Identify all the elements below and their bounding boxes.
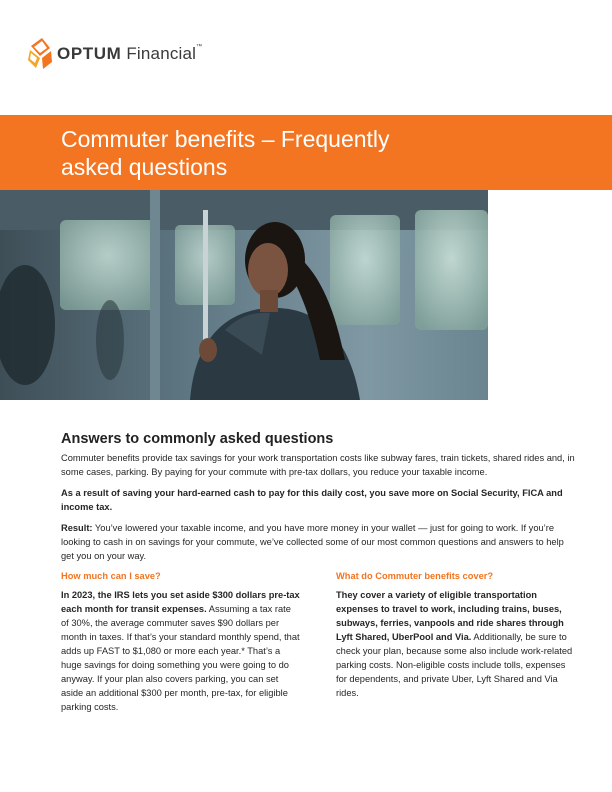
page-title-line1: Commuter benefits – Frequently [61,126,390,152]
logo-product: Financial [126,44,197,63]
faq-heading-savings: How much can I save? [61,571,161,581]
result-label: Result: [61,523,93,533]
intro-paragraph: Commuter benefits provide tax savings for your work transportation costs like subway fares, train tickets, shared rides and, in some cases, parking. By paying for your commute with pre-tax dollars, you reduce your taxable income. [61,453,575,477]
logo-brand: OPTUM [57,44,122,63]
faq-columns [61,570,576,714]
commuter-photo-illustration [0,190,488,400]
faq-answer-savings-bold: In 2023, the IRS lets you set aside $300 dollars pre-tax each month for transit expenses. [61,590,300,614]
logo-trademark: ™ [196,44,203,50]
page-title-line2: asked questions [61,154,228,180]
main-content [61,430,576,714]
faq-answer-savings [61,588,301,714]
section-heading: Answers to commonly asked questions [61,431,334,447]
faq-right-column [336,570,576,714]
result-paragraph [61,521,576,563]
faq-answer-coverage-text: Additionally, be sure to check your plan, because some also include work-related parking costs. Non-eligible costs include tolls, expenses for dependents, and private Uber, Lyft Shared and Via rides. [336,632,573,698]
savings-paragraph: As a result of saving your hard-earned cash to pay for this daily cost, you save more on Social Security, FICA and income tax. [61,488,563,512]
faq-answer-coverage-bold: They cover a variety of eligible transportation expenses to travel to work, including trains, buses, subways, ferries, vanpools and ride shares through Lyft Shared, UberPool and Via. [336,590,564,642]
faq-heading-coverage: What do Commuter benefits cover? [336,571,494,581]
logo-wordmark [57,44,202,64]
title-banner [0,115,612,190]
page-title [61,125,581,181]
optum-financial-logo [27,34,202,74]
commuter-photo [0,190,488,400]
result-text: You’ve lowered your taxable income, and you have more money in your wallet — just for going to work. If you’re looking to cash in on savings for your commute, we’ve collected some of our most common questions and answers to help get you on your way. [61,523,564,561]
optum-logo-icon [27,36,53,72]
faq-answer-coverage [336,588,576,700]
faq-answer-savings-text: Assuming a tax rate of 30%, the average commuter saves $90 dollars per month in taxes. If that’s your standard monthly spend, that adds up FAST to $1,080 or more each year.* That’s a huge savings for doing something you were going to do anyway. If your plan also covers parking, you can set aside an additional $300 per month, pre-tax, for eligible parking costs. [61,604,300,712]
faq-left-column [61,570,301,714]
